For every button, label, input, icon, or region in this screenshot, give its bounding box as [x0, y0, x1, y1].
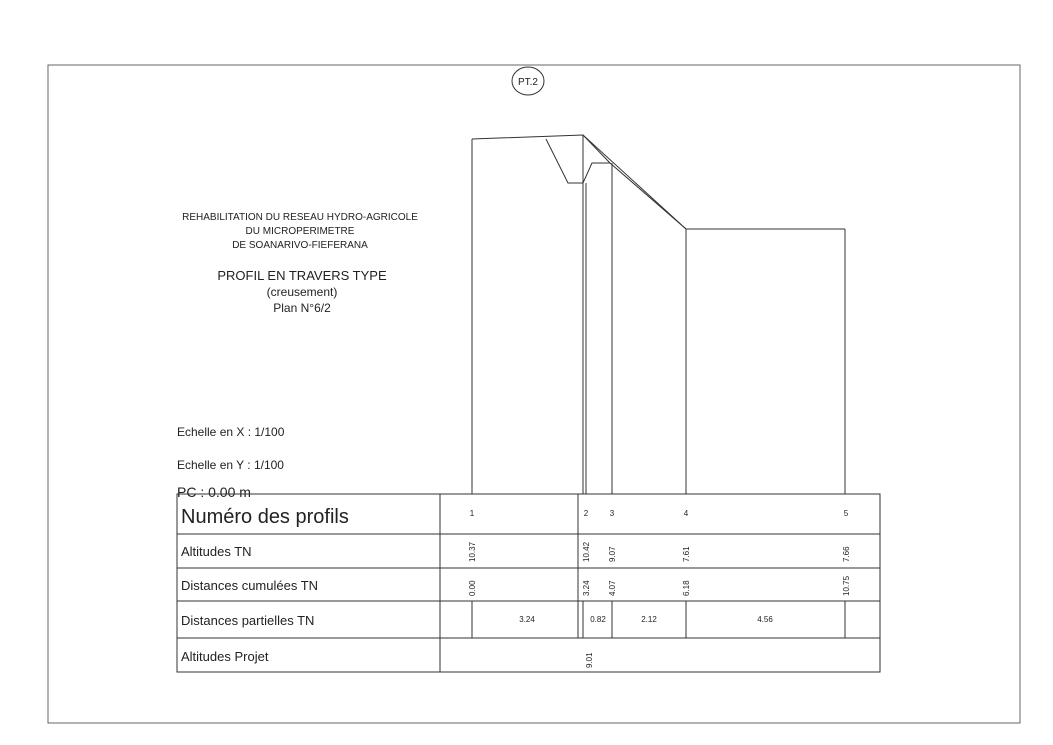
- altitude-tn-value: 7.61: [682, 546, 691, 562]
- row-label-altitudes-tn: Altitudes TN: [181, 544, 252, 559]
- distance-partielle-value: 0.82: [590, 615, 606, 624]
- profile-number: 4: [683, 509, 689, 518]
- title-line-3: DE SOANARIVO-FIEFERANA: [232, 240, 368, 251]
- distance-cumulee-value: 0.00: [468, 580, 477, 596]
- altitude-tn-value: 10.42: [582, 541, 591, 562]
- drawing-subtitle: PROFIL EN TRAVERS TYPE: [217, 268, 387, 283]
- distance-partielle-value: 2.12: [641, 615, 657, 624]
- cross-section-profile: [472, 135, 845, 494]
- terrain-line: [472, 135, 845, 229]
- reference-plane: PC : 0.00 m: [177, 484, 251, 500]
- drawing-subtitle-note: (creusement): [266, 285, 338, 299]
- distance-cumulee-value: 3.24: [582, 580, 591, 596]
- profile-number: 1: [469, 509, 475, 518]
- distance-cumulee-value: 4.07: [608, 580, 617, 596]
- profile-number: 5: [843, 509, 849, 518]
- altitude-projet-value: 9.01: [585, 652, 594, 668]
- plan-number: Plan N°6/2: [273, 301, 331, 315]
- row-label-altitudes-projet: Altitudes Projet: [181, 649, 269, 664]
- canal-excavation-line: [546, 139, 686, 229]
- profile-number: 2: [583, 509, 589, 518]
- pt-marker-label: PT.2: [517, 77, 539, 88]
- altitude-tn-value: 7.66: [842, 546, 851, 562]
- scale-x: Echelle en X : 1/100: [177, 425, 285, 439]
- title-line-1: REHABILITATION DU RESEAU HYDRO-AGRICOLE: [182, 212, 418, 223]
- profile-number: 3: [609, 509, 615, 518]
- altitude-tn-value: 9.07: [608, 546, 617, 562]
- distance-partielle-value: 3.24: [519, 615, 535, 624]
- row-label-distances-cumulees: Distances cumulées TN: [181, 578, 319, 593]
- distance-cumulee-value: 10.75: [842, 575, 851, 596]
- profile-table: [177, 494, 880, 672]
- altitude-tn-value: 10.37: [468, 541, 477, 562]
- distance-cumulee-value: 6.18: [682, 580, 691, 596]
- row-label-profiles: Numéro des profils: [181, 506, 349, 528]
- canal-bank-line: [583, 135, 610, 163]
- scale-y: Echelle en Y : 1/100: [177, 458, 284, 472]
- title-line-2: DU MICROPERIMETRE: [245, 226, 355, 237]
- row-label-distances-partielles: Distances partielles TN: [181, 613, 315, 628]
- distance-partielle-value: 4.56: [757, 615, 773, 624]
